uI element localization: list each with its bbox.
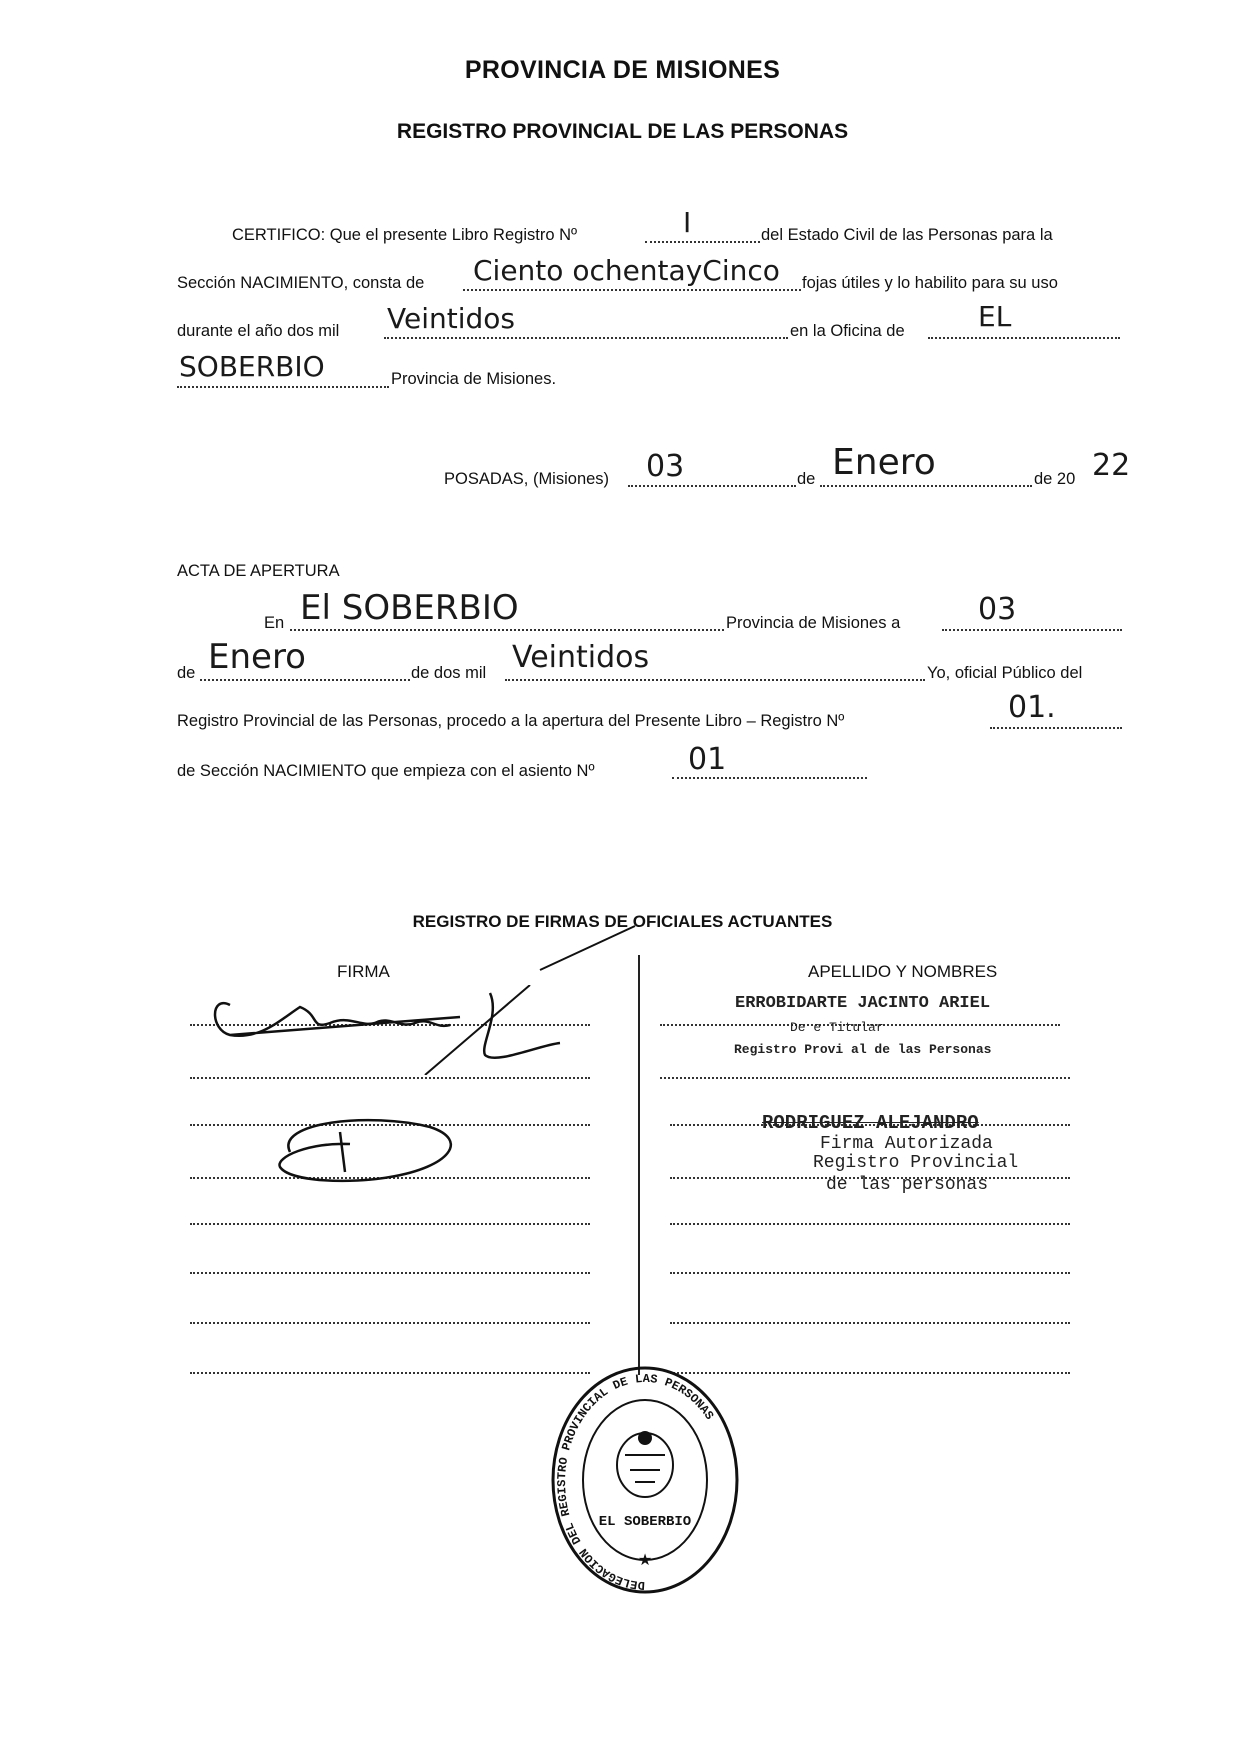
hw-lugar: El SOBERBIO — [300, 588, 519, 628]
cert-line3-a: durante el año dos mil — [177, 322, 340, 340]
dotted-line — [820, 485, 1032, 487]
dotted-line — [200, 679, 410, 681]
acta-l2-b: de dos mil — [411, 664, 487, 682]
col-nombres: APELLIDO Y NOMBRES — [808, 962, 998, 981]
dotted-line — [177, 386, 389, 388]
firma-row — [190, 1223, 590, 1225]
signature-1 — [200, 985, 570, 1075]
dotted-line — [505, 679, 925, 681]
hw-fojas: Ciento ochentayCinco — [473, 254, 780, 287]
firma-row — [190, 1372, 590, 1374]
acta-l1-b: Provincia de Misiones a — [726, 614, 901, 632]
hw-oficina-1: EL — [978, 300, 1012, 333]
signature-2 — [270, 1112, 470, 1192]
acta-l4: de Sección NACIMIENTO que empieza con el asiento Nº — [177, 762, 595, 780]
hw-registro: 01. — [1008, 690, 1056, 725]
hw-mes: Enero — [208, 637, 306, 677]
star-icon: ★ — [637, 1552, 653, 1569]
hw-oficina-2: SOBERBIO — [179, 350, 325, 383]
dotted-line — [990, 727, 1122, 729]
dotted-line — [463, 289, 801, 291]
cert-line2-a: Sección NACIMIENTO, consta de — [177, 274, 425, 292]
pen-stroke — [530, 918, 640, 978]
date-place: POSADAS, (Misiones) — [444, 470, 610, 488]
col-firma: FIRMA — [337, 962, 390, 981]
seal-inner-text: EL SOBERBIO — [598, 1514, 692, 1530]
stamp1-role: De e Titular — [790, 1020, 884, 1035]
stamp1-name: ERROBIDARTE JACINTO ARIEL — [735, 994, 991, 1013]
hw-asiento: 01 — [688, 742, 727, 777]
coat-of-arms-icon — [617, 1431, 673, 1497]
stamp2-name: RODRIGUEZ ALEJANDRO — [762, 1112, 979, 1134]
acta-l2-c: Yo, oficial Público del — [927, 664, 1083, 682]
firma-row — [190, 1322, 590, 1324]
cert-line4-b: Provincia de Misiones. — [391, 370, 557, 388]
nombre-row — [670, 1223, 1070, 1225]
nombre-row — [670, 1322, 1070, 1324]
firma-row — [190, 1077, 590, 1079]
stamp2-org: Registro Provincial — [813, 1153, 1019, 1173]
hw-anio: Veintidos — [387, 302, 515, 335]
stamp2-role: Firma Autorizada — [820, 1134, 993, 1154]
hw-year: 22 — [1092, 448, 1131, 483]
dotted-line — [942, 629, 1122, 631]
stamp2-org2: de las personas — [826, 1175, 989, 1195]
dotted-line — [928, 337, 1120, 339]
dotted-line — [645, 241, 760, 243]
official-seal — [545, 1360, 745, 1600]
signatures-heading: REGISTRO DE FIRMAS DE OFICIALES ACTUANTES — [412, 912, 833, 931]
acta-l3: Registro Provincial de las Personas, procedo a la apertura del Presente Libro – Registro Nº — [177, 712, 845, 730]
date-de-2: de 20 — [1034, 470, 1076, 488]
page-subtitle: REGISTRO PROVINCIAL DE LAS PERSONAS — [396, 120, 849, 143]
dotted-line — [672, 777, 867, 779]
dotted-line — [628, 485, 796, 487]
cert-line1-a: CERTIFICO: Que el presente Libro Registro Nº — [232, 226, 578, 244]
page-title: PROVINCIA DE MISIONES — [464, 56, 781, 84]
cert-line3-b: en la Oficina de — [790, 322, 905, 340]
nombre-row — [670, 1272, 1070, 1274]
seal-outer-textpath: DELEGACION DEL REGISTRO PROVINCIAL DE LAS PERSONAS — [555, 1371, 717, 1593]
cert-line2-b: fojas útiles y lo habilito para su uso — [802, 274, 1058, 292]
nombre-row — [660, 1077, 1070, 1079]
dotted-line — [290, 629, 724, 631]
firma-row — [190, 1272, 590, 1274]
hw-day: 03 — [646, 449, 685, 484]
hw-libro-number: I — [683, 206, 692, 239]
date-de-1: de — [797, 470, 816, 488]
acta-l2-a: de — [177, 664, 196, 682]
column-divider — [638, 955, 640, 1375]
dotted-line — [384, 337, 788, 339]
hw-anio-acta: Veintidos — [512, 640, 650, 675]
acta-l1-a: En — [264, 614, 285, 632]
cert-line1-b: del Estado Civil de las Personas para la — [761, 226, 1053, 244]
stamp1-org: Registro Provi al de las Personas — [734, 1042, 992, 1057]
hw-dia: 03 — [978, 592, 1017, 627]
hw-month: Enero — [832, 442, 936, 483]
acta-heading: ACTA DE APERTURA — [177, 562, 340, 580]
